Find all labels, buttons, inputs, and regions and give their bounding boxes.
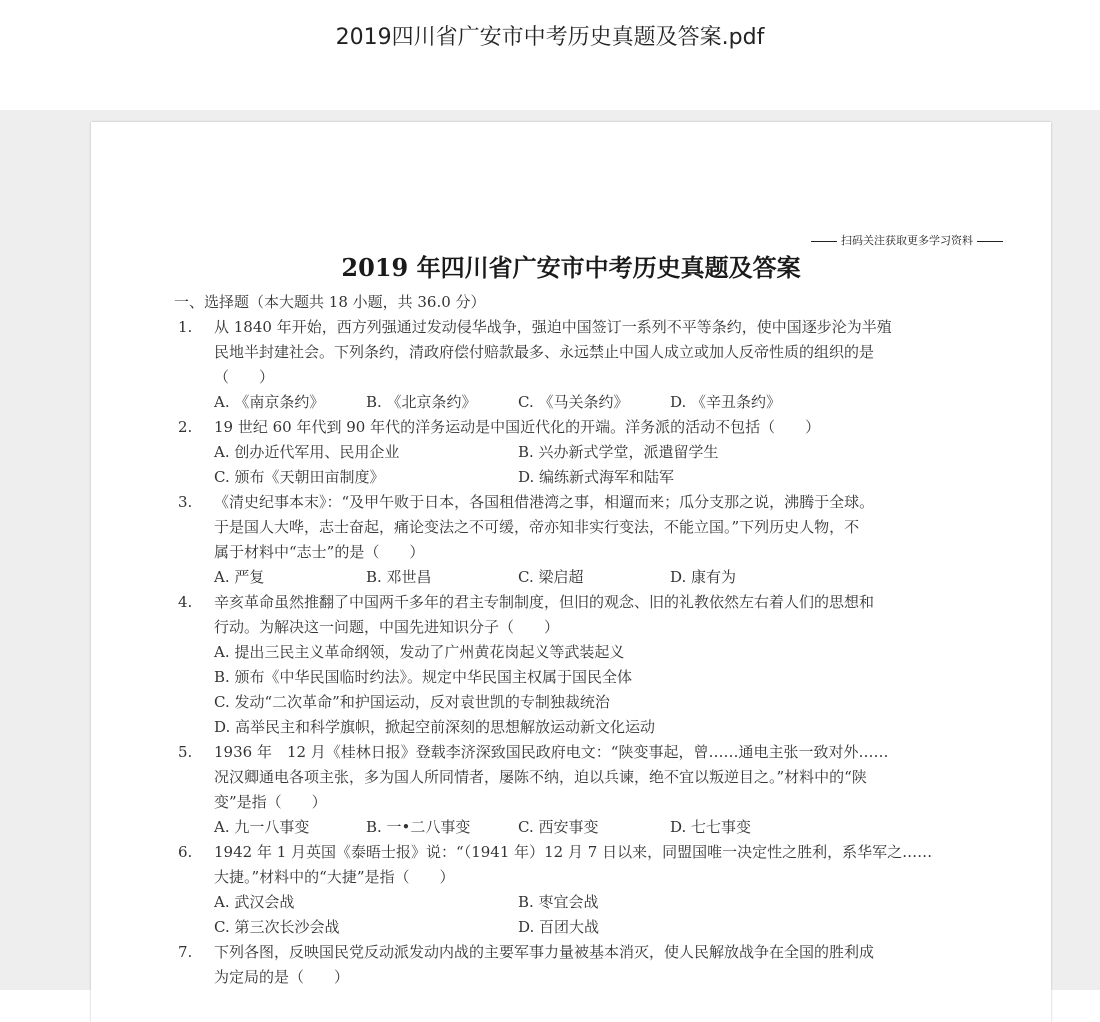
question-number: 7. [178,943,193,961]
option-a: A. 《南京条约》 [214,393,325,411]
question-text: 从 1840 年开始，西方列强通过发动侵华战争，强迫中国签订一系列不平等条约，使中国逐步沦为半殖 [214,318,892,336]
question-number: 5. [178,743,193,761]
option-d: D. 七七事变 [670,818,752,836]
question-number: 2. [178,418,193,436]
option-a: A. 提出三民主义革命纲领，发动了广州黄花岗起义等武装起义 [214,643,625,661]
document-filename: 2019四川省广安市中考历史真题及答案.pdf [335,25,765,50]
qr-note: 扫码关注获取更多学习资料 [807,232,1027,248]
question-number: 4. [178,593,193,611]
question [174,590,974,640]
option-c: C. 梁启超 [518,568,584,586]
options-row [174,815,974,840]
question [174,490,974,565]
question [174,940,974,990]
options-row [174,565,974,590]
question-text: 《清史纪事本末》：“及甲午败于日本，各国租借港湾之事，相遛而来；瓜分支那之说，沸腾于全球。 [214,493,875,511]
question-text: 民地半封建社会。下列条约，清政府偿付赔款最多、永远禁止中国人成立或加人反帝性质的组织的是 [214,343,875,361]
question-text: 下列各图，反映国民党反动派发动内战的主要军事力量被基本消灭，使人民解放战争在全国的胜利成 [214,943,875,961]
document-viewer[interactable] [0,110,1100,990]
option-b: B. 邓世昌 [366,568,432,586]
options-row [174,390,974,415]
option-c: C. 《马关条约》 [518,393,629,411]
option-a: A. 武汉会战 [214,893,295,911]
option-d: D. 百团大战 [518,918,600,936]
option-c: C. 西安事变 [518,818,599,836]
question [174,840,974,890]
question-text: 行动。为解决这一问题，中国先进知识分子（ ） [214,618,560,636]
option-d: D. 康有为 [670,568,737,586]
option-b: B. 枣宜会战 [518,893,599,911]
option-b: B. 颁布《中华民国临时约法》。规定中华民国主权属于国民全体 [214,668,633,686]
question-text: （ ） [214,368,275,386]
question [174,740,974,815]
question-text: 况汉卿通电各项主张，多为国人所同情者，屡陈不纳，迫以兵谏，绝不宜以叛逆目之。”材料中的“陕 [214,768,867,786]
question-text: 于是国人大哗，志士奋起，痛论变法之不可缓，帝亦知非实行变法，不能立国。”下列历史人物，不 [214,518,860,536]
question-text: 辛亥革命虽然推翻了中国两千多年的君主专制制度，但旧的观念、旧的礼教依然左右着人们的思想和 [214,593,875,611]
question-number: 6. [178,843,193,861]
section-heading: 一、选择题（本大题共 18 小题，共 36.0 分） [174,293,486,311]
option-c: C. 发动“二次革命”和护国运动，反对袁世凯的专制独裁统治 [214,693,610,711]
option-c: C. 第三次长沙会战 [214,918,340,936]
question-text: 19 世纪 60 年代到 90 年代的洋务运动是中国近代化的开端。洋务派的活动不包括（ ） [214,418,821,436]
question-number: 1. [178,318,193,336]
question-text: 大捷。”材料中的“大捷”是指（ ） [214,868,455,886]
options-row [174,890,974,915]
pdf-page [91,122,1051,1022]
options-row [174,440,974,465]
option-c: C. 颁布《天朝田亩制度》 [214,468,385,486]
options-row [174,915,974,940]
question-text: 为定局的是（ ） [214,968,350,986]
exam-content [174,290,974,990]
option-b: B. 一•二八事变 [366,818,471,836]
question-text: 1942 年 1 月英国《泰晤士报》说：“（1941 年）12 月 7 日以来，同盟国唯一决定性之胜利，系华军之…… [214,843,933,861]
viewer-header [0,0,1100,110]
question-text: 属于材料中“志士”的是（ ） [214,543,425,561]
options-row [174,465,974,490]
question-text: 1936 年 12 月《桂林日报》登载李济深致国民政府电文：“陕变事起，曾……通电主张一致对外…… [214,743,889,761]
exam-title: 2019 年四川省广安市中考历史真题及答案 [341,253,801,282]
option-d: D. 《辛丑条约》 [670,393,782,411]
option-a: A. 创办近代军用、民用企业 [214,443,400,461]
option-b: B. 兴办新式学堂，派遣留学生 [518,443,719,461]
question-number: 3. [178,493,193,511]
question [174,415,974,440]
option-d: D. 高举民主和科学旗帜，掀起空前深刻的思想解放运动新文化运动 [214,718,656,736]
option-a: A. 严复 [214,568,265,586]
option-b: B. 《北京条约》 [366,393,477,411]
question [174,315,974,390]
question-text: 变”是指（ ） [214,793,327,811]
option-a: A. 九一八事变 [214,818,310,836]
option-d: D. 编练新式海军和陆军 [518,468,675,486]
